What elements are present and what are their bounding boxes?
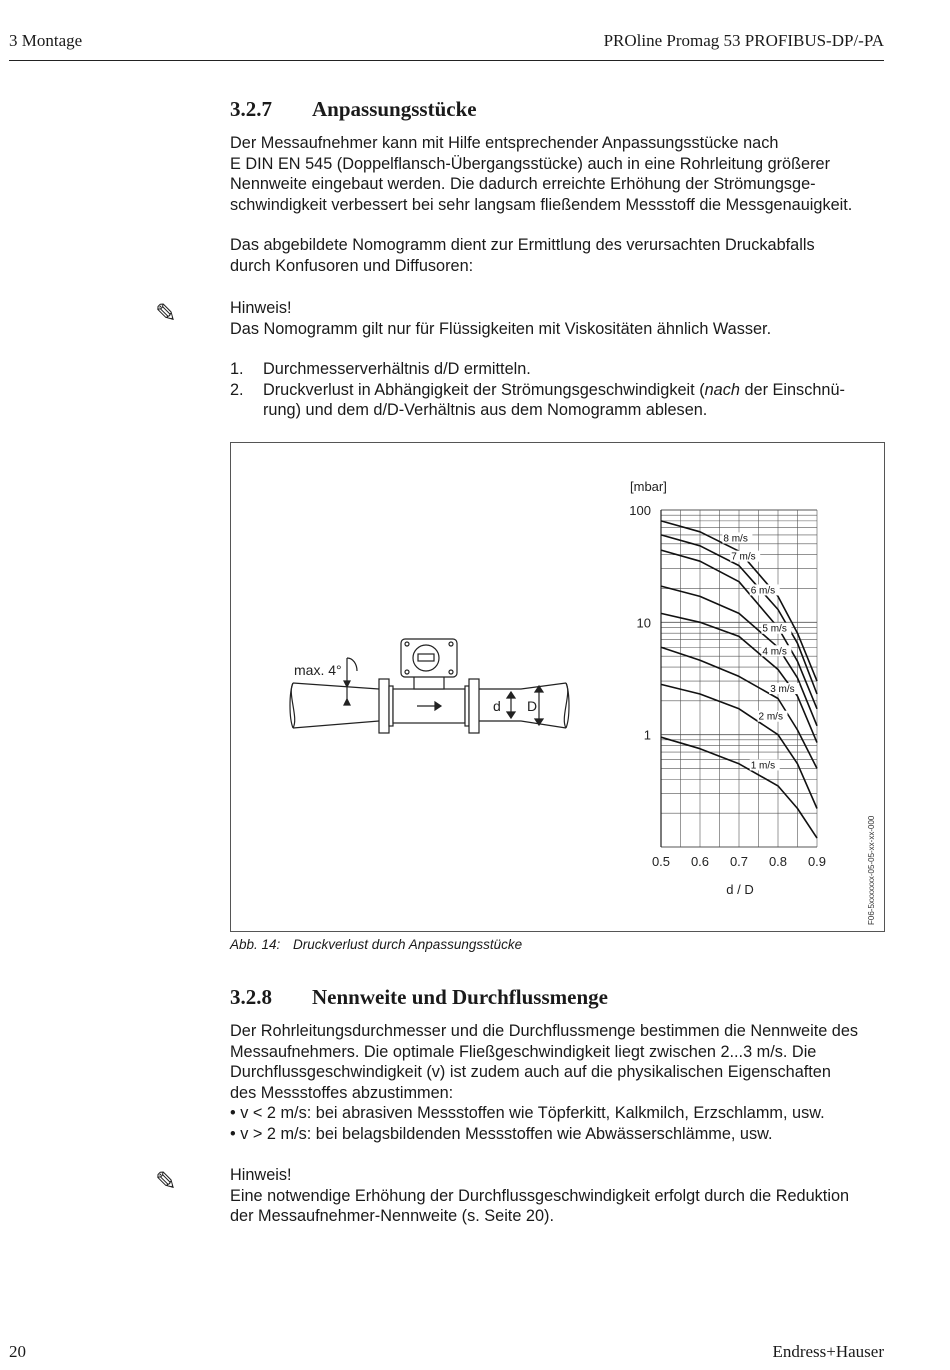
left-flange-gasket	[389, 686, 393, 726]
list-item: • v > 2 m/s: bei belagsbildenden Messstoffen wie Abwässerschlämme, usw.	[230, 1124, 773, 1143]
pencil-icon: ✎	[155, 1166, 177, 1196]
pipe-diagram	[290, 639, 569, 733]
dimension-arrow	[507, 712, 515, 718]
angle-arrow	[344, 699, 350, 705]
caption-text: Druckverlust durch Anpassungsstücke	[293, 937, 523, 952]
running-header-product: PROline Promag 53 PROFIBUS-DP/-PA	[603, 31, 884, 50]
text-line: des Messstoffes abzustimmen:	[230, 1083, 454, 1102]
list-item	[230, 359, 890, 380]
angle-arc	[347, 658, 357, 671]
x-tick-label: 0.6	[690, 854, 710, 869]
nomogram-chart	[629, 503, 826, 869]
figure-caption	[230, 937, 522, 952]
text-line: Nennweite eingebaut werden. Die dadurch erreichte Erhöhung der Strömungsge-	[230, 175, 816, 193]
note-block	[230, 298, 890, 339]
x-tick-label: 0.9	[807, 854, 827, 869]
figure-box	[230, 442, 885, 932]
series-label: 2 m/s	[758, 711, 783, 723]
x-axis-label: d / D	[726, 882, 754, 897]
series-label: 6 m/s	[750, 585, 776, 597]
text-line: Der Rohrleitungsdurchmesser und die Durchflussmenge bestimmen die Nennweite des	[230, 1022, 859, 1040]
step-number: 1.	[230, 360, 244, 378]
step-italic: nach	[704, 380, 740, 399]
text-line: durch Konfusoren und Diffusoren:	[230, 256, 474, 275]
nomogram-paragraph	[230, 235, 890, 276]
text-line: Das abgebildete Nomogramm dient zur Ermittlung des verursachten Druckabfalls	[230, 236, 815, 254]
header-rule	[9, 60, 884, 61]
note-label: Hinweis!	[230, 1166, 292, 1184]
pencil-icon: ✎	[155, 298, 177, 328]
series-label: 7 m/s	[731, 551, 756, 563]
note-text: Das Nomogramm gilt nur für Flüssigkeiten mit Viskositäten ähnlich Wasser.	[230, 319, 772, 338]
y-tick-label: 100	[629, 503, 651, 518]
bullet-list	[230, 1103, 890, 1144]
section-title: Anpassungsstücke	[312, 97, 477, 121]
series-label: 8 m/s	[723, 533, 748, 545]
series-label: 3 m/s	[770, 684, 795, 696]
right-flange	[469, 679, 479, 733]
section-number: 3.2.8	[230, 985, 272, 1009]
text-line: Messaufnehmers. Die optimale Fließgeschwindigkeit liegt zwischen 2...3 m/s. Die	[230, 1042, 817, 1061]
caption-label: Abb. 14:	[230, 937, 281, 952]
left-pipe-break	[291, 683, 294, 728]
section-number: 3.2.7	[230, 97, 272, 121]
nennweite-paragraph	[230, 1021, 890, 1144]
brand-logo-text: Endress+Hauser	[772, 1342, 884, 1361]
note-block	[230, 1165, 890, 1227]
step-text: Druckverlust in Abhängigkeit der Strömungsgeschwindigkeit (	[263, 380, 705, 399]
right-pipe-break	[564, 683, 567, 728]
section-title: Nennweite und Durchflussmenge	[312, 985, 608, 1009]
list-item	[230, 380, 890, 421]
series-label: 5 m/s	[762, 623, 787, 635]
step-number: 2.	[230, 380, 244, 399]
y-axis-unit-label: [mbar]	[630, 479, 667, 494]
text-line: Der Messaufnehmer kann mit Hilfe entsprechender Anpassungsstücke nach	[230, 134, 779, 152]
list-item: • v < 2 m/s: bei abrasiven Messstoffen wie Töpferkitt, Kalkmilch, Erzschlamm, usw.	[230, 1104, 825, 1122]
section-heading-3-2-8	[230, 985, 608, 1010]
x-tick-label: 0.5	[651, 854, 671, 869]
intro-paragraph	[230, 133, 890, 215]
text-line: E DIN EN 545 (Doppelflansch-Übergangsstücke) auch in eine Rohrleitung größerer	[230, 154, 830, 173]
left-flange	[379, 679, 389, 733]
y-tick-label: 10	[636, 615, 651, 631]
note-text: der Messaufnehmer-Nennweite (s. Seite 20).	[230, 1207, 554, 1225]
note-label: Hinweis!	[230, 299, 292, 317]
left-pipe	[293, 683, 379, 728]
x-tick-label: 0.8	[768, 854, 788, 869]
D-label: D	[527, 698, 538, 714]
page-number: 20	[9, 1342, 26, 1361]
angle-label: max. 4°	[294, 662, 342, 678]
right-flange-gasket	[465, 686, 469, 726]
series-label: 4 m/s	[762, 646, 787, 658]
note-text: Eine notwendige Erhöhung der Durchflussgeschwindigkeit erfolgt durch die Reduktion	[230, 1186, 850, 1205]
running-header-section: 3 Montage	[9, 31, 83, 50]
step-text: Durchmesserverhältnis d/D ermitteln.	[263, 360, 531, 378]
text-line: Durchflussgeschwindigkeit (v) ist zudem auch auf die physikalischen Eigenschaften	[230, 1063, 831, 1081]
x-tick-label: 0.7	[729, 854, 749, 869]
d-label: d	[493, 698, 501, 714]
figure-code: F06-5xxxxxxx-05-05-xx-xx-000	[867, 815, 876, 925]
step-text: rung) und dem d/D-Verhältnis aus dem Nomogramm ablesen.	[263, 401, 708, 419]
display-window	[413, 645, 439, 671]
text-line: schwindigkeit verbessert bei sehr langsam fließendem Messstoff die Messgenauigkeit.	[230, 195, 853, 214]
y-tick-label: 1	[643, 727, 651, 743]
steps-list	[230, 359, 890, 421]
series-label: 1 m/s	[750, 760, 776, 772]
figure-drawing	[231, 443, 884, 931]
dimension-arrow	[507, 692, 515, 698]
step-text: der Einschnü-	[739, 380, 845, 399]
section-heading-3-2-7	[230, 97, 477, 122]
